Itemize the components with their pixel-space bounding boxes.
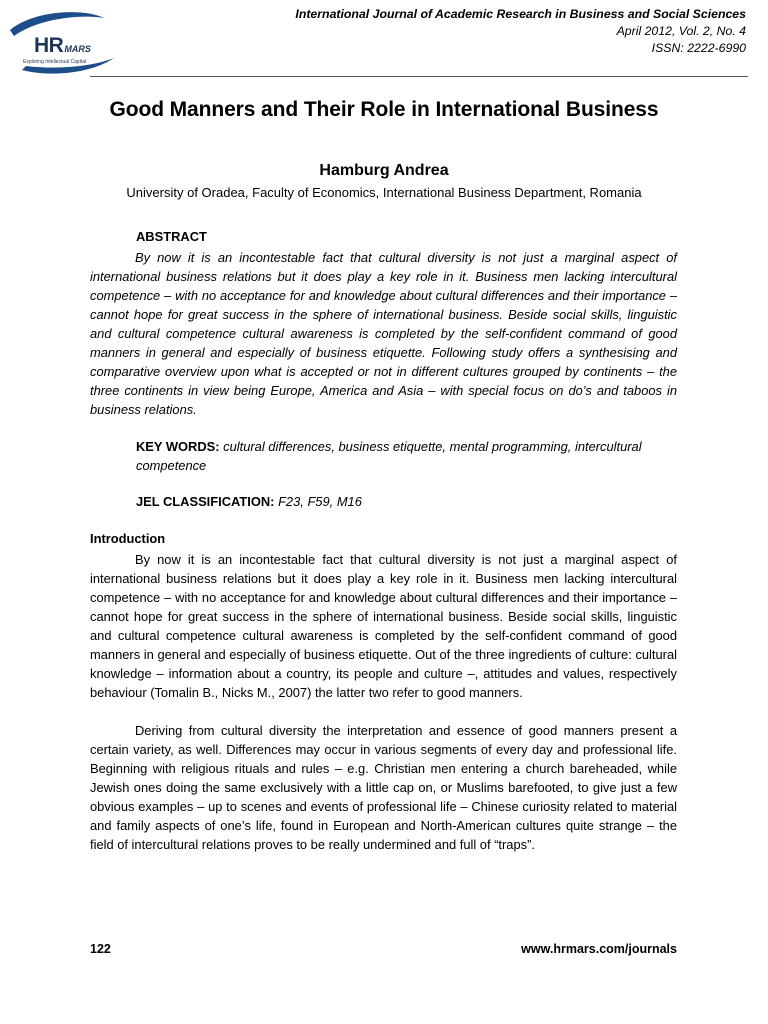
jel-codes: F23, F59, M16 xyxy=(278,494,362,509)
journal-url: www.hrmars.com/journals xyxy=(521,942,677,956)
journal-issn: ISSN: 2222-6990 xyxy=(651,41,746,55)
hrmars-logo xyxy=(4,8,116,78)
journal-name: International Journal of Academic Research in Business and Social Sciences xyxy=(295,7,746,21)
article-author: Hamburg Andrea xyxy=(319,162,449,179)
introduction-paragraph-1: By now it is an incontestable fact that cultural diversity is not just a marginal aspect of international business relations but it does play a key role in it. Business men lacking intercultural competence – with no acceptance for and knowledge about cultural differences and their importance – cannot hope for great success in the sphere of international business. Beside social skills, linguistic and cultural competence cultural awareness is completed by the self-confident command of good manners in general and especially of business etiquette. Out of the three ingredients of culture: cultural knowledge – information about a country, its people and culture –, attitudes and values, respectively behaviour (Tomalin B., Nicks M., 2007) the latter two refer to good manners. xyxy=(90,552,677,700)
keywords-text: cultural differences, business etiquette, mental programming, intercultural competence xyxy=(136,439,642,473)
keywords-label: KEY WORDS: xyxy=(136,439,220,454)
author-affiliation: University of Oradea, Faculty of Economics, International Business Department, Romania xyxy=(126,185,642,200)
keywords xyxy=(136,437,677,475)
logo-tagline: Exploring Intellectual Capital xyxy=(23,59,87,65)
logo-wordmark xyxy=(34,34,91,58)
introduction-heading: Introduction xyxy=(90,531,166,546)
abstract-text: By now it is an incontestable fact that cultural diversity is not just a marginal aspect of international business relations but it does play a key role in it. Business men lacking intercultural competence – with no acceptance for and knowledge about cultural differences and their importance – cannot hope for great success in the sphere of international business. Beside social skills, linguistic and cultural competence cultural awareness is completed by the self-confident command of good manners in general and especially of business etiquette. Following study offers a synthesising and comparative overview upon what is accepted or not in different cultures grouped by continents – the three continents in view being Europe, America and Asia – with special focus on do’s and taboos in business relations. xyxy=(90,250,677,417)
page-number: 122 xyxy=(90,942,111,956)
jel-label: JEL CLASSIFICATION: xyxy=(136,494,275,509)
logo-mars: MARS xyxy=(64,44,91,54)
jel-classification xyxy=(136,494,362,509)
journal-header xyxy=(295,6,746,57)
logo-hr: HR xyxy=(34,34,64,57)
abstract-label: ABSTRACT xyxy=(136,229,207,244)
article-title: Good Manners and Their Role in International Business xyxy=(109,98,659,121)
header-divider xyxy=(90,76,748,77)
introduction-paragraph-2: Deriving from cultural diversity the interpretation and essence of good manners present a certain variety, as well. Differences may occur in various segments of every day and professional life. Beginning with religious rituals and rules – e.g. Christian men entering a church bareheaded, while Jewish ones doing the same exclusively with a little cap on, or Muslims barefooted, to give just a few obvious examples – up to scenes and events of professional life – Chinese curiosity related to material and family aspects of one’s life, found in European and North-American cultures quite strange – the field of intercultural relations proves to be really undermined and full of “traps”. xyxy=(90,723,677,852)
journal-issue: April 2012, Vol. 2, No. 4 xyxy=(616,24,746,38)
